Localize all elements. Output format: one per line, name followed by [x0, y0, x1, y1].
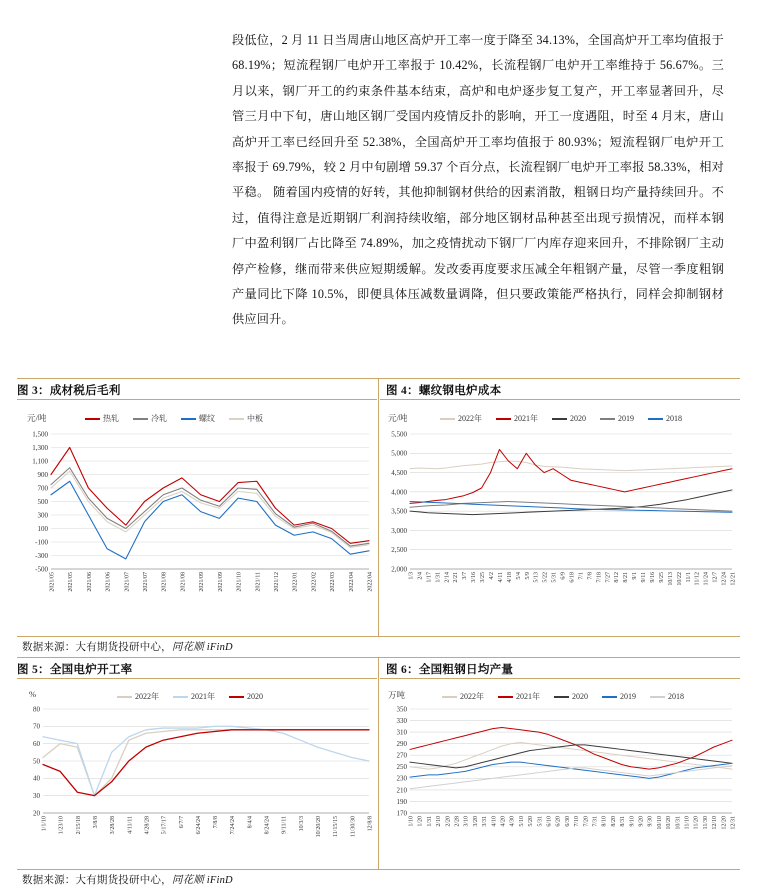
svg-text:2/14: 2/14: [444, 572, 451, 583]
svg-text:4/28/28: 4/28/28: [144, 816, 151, 835]
divider-under-fig3-title: [17, 399, 377, 400]
svg-text:7/18: 7/18: [596, 572, 603, 583]
svg-text:3,000: 3,000: [391, 526, 407, 535]
svg-text:2022/02: 2022/02: [311, 572, 318, 592]
svg-text:11/30/30: 11/30/30: [350, 816, 357, 838]
svg-text:2021/05: 2021/05: [49, 572, 56, 592]
svg-text:8/24/24: 8/24/24: [264, 816, 271, 835]
svg-text:7/8/8: 7/8/8: [213, 816, 220, 829]
svg-text:12/31: 12/31: [730, 816, 737, 830]
figure-4: [386, 382, 740, 400]
svg-text:4/2: 4/2: [489, 572, 495, 580]
svg-text:2021/09: 2021/09: [199, 572, 206, 592]
figure-6: [386, 661, 740, 679]
source-note-1: [22, 639, 233, 654]
svg-text:8/31: 8/31: [620, 816, 627, 827]
legend-label: 2018: [666, 414, 682, 423]
svg-text:5/9: 5/9: [524, 572, 531, 580]
source-italic: 同花顺 iFinD: [171, 875, 233, 886]
svg-text:6/30: 6/30: [564, 816, 571, 827]
legend-swatch-2019: [600, 418, 615, 420]
svg-text:9/11: 9/11: [641, 572, 648, 583]
svg-text:1/31: 1/31: [435, 572, 442, 583]
svg-text:1/17: 1/17: [426, 572, 433, 583]
svg-text:2/4: 2/4: [417, 572, 424, 580]
svg-text:2021/08: 2021/08: [161, 572, 168, 592]
svg-text:20: 20: [33, 809, 40, 818]
svg-text:2/21: 2/21: [453, 572, 460, 583]
svg-text:230: 230: [396, 774, 407, 783]
figure-5-title: 图 5：全国电炉开工率: [17, 664, 133, 676]
legend-label: 2020: [247, 692, 263, 701]
svg-text:10/13: 10/13: [667, 572, 674, 586]
svg-text:1,100: 1,100: [32, 457, 48, 466]
body-paragraph: 段低位，2 月 11 日当周唐山地区高炉开工率一度于降至 34.13%，全国高炉开工率均值报于 68.19%；短流程钢厂电炉开工率报于 10.42%，长流程钢厂电炉开工率维持于 56.67%。三月以来，钢厂开工的约束条件基本结束，高炉和电炉逐步复工复产，开工率显著回升，尽管三月中下旬，唐山地区钢厂受国内疫情反扑的影响，开工一度遇阻，时至 4 月末，唐山高炉开工率已经回升至 52.38%，全国高炉开工率均值报于 80.93%；短流程钢厂电炉开工率报于 69.79%，较 2 月中旬剧增 59.37 个百分点，长流程钢厂电炉开工率报 58.33%，相对平稳。 随着国内疫情的好转，其他抑制钢材供给的因素消散，粗钢日均产量持续回升。不过，值得注意是近期钢厂利润持续收缩，部分地区钢材品种甚至出现亏损情况，而样本钢厂中盈利钢厂占比降至 74.89%，加之疫情扰动下钢厂厂内库存迎来回升，不排除钢厂主动停产检修，继而带来供应短期缓解。发改委再度要求压减全年粗钢产量，尽管一季度粗钢产量同比下降 10.5%，即便具体压减数量调降，但只要政策能严格执行，同样会抑制钢材供应回升。: [232, 33, 724, 327]
svg-text:1/3: 1/3: [408, 572, 415, 580]
svg-text:290: 290: [396, 740, 407, 749]
svg-text:350: 350: [396, 705, 407, 714]
svg-text:3/20: 3/20: [472, 816, 479, 827]
divider-under-fig5-title: [17, 678, 377, 679]
svg-text:-300: -300: [35, 551, 48, 560]
legend-swatch-2022: [440, 418, 455, 420]
svg-text:11/1: 11/1: [685, 572, 692, 583]
svg-text:9/30: 9/30: [647, 816, 654, 827]
column-divider-row1: [378, 378, 379, 636]
legend-label: 2020: [570, 414, 586, 423]
svg-text:310: 310: [396, 728, 407, 737]
svg-text:2021/06: 2021/06: [105, 572, 112, 592]
legend-label: 2019: [620, 692, 636, 701]
legend-swatch-2018: [648, 418, 663, 420]
svg-text:6/24/24: 6/24/24: [195, 816, 202, 835]
svg-text:80: 80: [33, 705, 40, 714]
svg-text:2/20: 2/20: [445, 816, 452, 827]
legend-swatch-medium-plate: [229, 418, 244, 420]
svg-text:5,000: 5,000: [391, 449, 407, 458]
svg-text:5/20: 5/20: [528, 816, 535, 827]
svg-text:11/12: 11/12: [694, 572, 701, 586]
svg-text:1,500: 1,500: [32, 430, 48, 439]
svg-text:7/1: 7/1: [578, 572, 585, 580]
svg-text:10/22: 10/22: [676, 572, 683, 586]
svg-text:270: 270: [396, 751, 407, 760]
svg-text:500: 500: [37, 497, 48, 506]
legend-item: [173, 691, 215, 702]
legend-item: [554, 692, 588, 701]
svg-text:4/11: 4/11: [497, 572, 504, 583]
svg-text:4/11/11: 4/11/11: [127, 816, 134, 834]
svg-text:3/8/8: 3/8/8: [93, 816, 99, 829]
legend-swatch-2022: [117, 696, 132, 698]
svg-text:2022/01: 2022/01: [292, 572, 299, 592]
legend-item: [602, 692, 636, 701]
legend-label: 2022年: [460, 692, 484, 701]
svg-text:9/11/11: 9/11/11: [281, 816, 288, 834]
figure-6-legend: [442, 691, 684, 702]
svg-text:2021/06: 2021/06: [86, 572, 93, 592]
svg-text:5/10: 5/10: [518, 816, 525, 827]
svg-text:9/1: 9/1: [632, 572, 639, 580]
legend-item: [181, 413, 215, 424]
svg-text:11/20: 11/20: [693, 816, 700, 830]
column-divider-row2: [378, 657, 379, 869]
svg-text:12/21: 12/21: [730, 572, 737, 586]
svg-text:190: 190: [396, 797, 407, 806]
divider-under-fig4-title: [380, 399, 740, 400]
legend-label: 2021年: [191, 692, 215, 701]
svg-text:8/12: 8/12: [614, 572, 621, 583]
legend-swatch-rebar: [181, 418, 196, 420]
source-prefix: 数据来源：大有期货投研中心，: [22, 642, 172, 653]
svg-text:5/31: 5/31: [537, 816, 544, 827]
figure-6-svg: [380, 681, 740, 863]
svg-text:-500: -500: [35, 565, 48, 574]
svg-text:700: 700: [37, 484, 48, 493]
legend-label: 2018: [668, 692, 684, 701]
source-italic: 同花顺 iFinD: [171, 642, 233, 653]
svg-text:3/28/28: 3/28/28: [110, 816, 117, 835]
svg-text:11/15/15: 11/15/15: [333, 816, 340, 838]
svg-text:3/16: 3/16: [471, 572, 478, 583]
svg-text:2022/04: 2022/04: [348, 572, 355, 592]
legend-item: [648, 414, 682, 423]
legend-item: [650, 692, 684, 701]
svg-text:4/18: 4/18: [506, 572, 513, 583]
figure-5-chart: [17, 681, 377, 863]
svg-text:4/10: 4/10: [491, 816, 498, 827]
svg-text:2021/09: 2021/09: [217, 572, 224, 592]
svg-text:10/31: 10/31: [675, 816, 682, 830]
svg-text:9/20: 9/20: [638, 816, 645, 827]
legend-item: [496, 413, 538, 424]
svg-text:2021/05: 2021/05: [68, 572, 75, 592]
legend-item: [498, 691, 540, 702]
figure-4-title: 图 4：螺纹钢电炉成本: [386, 385, 502, 397]
svg-text:4,000: 4,000: [391, 488, 407, 497]
legend-swatch-2020: [552, 418, 567, 420]
svg-text:1/23/10: 1/23/10: [58, 816, 65, 835]
legend-label: 2021年: [516, 692, 540, 701]
svg-text:8/10: 8/10: [601, 816, 608, 827]
svg-text:12/20: 12/20: [721, 816, 728, 830]
legend-label: 2022年: [135, 692, 159, 701]
legend-label: 2022年: [458, 414, 482, 423]
legend-item: [117, 691, 159, 702]
divider-above-source2: [17, 869, 740, 870]
legend-swatch-2021: [173, 696, 188, 698]
svg-text:40: 40: [33, 774, 40, 783]
svg-text:1/31: 1/31: [426, 816, 433, 827]
legend-label: 2019: [618, 414, 634, 423]
legend-item: [229, 413, 263, 424]
svg-text:12/8/8: 12/8/8: [367, 816, 374, 832]
divider-under-fig6-title: [380, 678, 740, 679]
svg-text:2021/10: 2021/10: [236, 572, 243, 592]
svg-text:6/18: 6/18: [569, 572, 576, 583]
legend-label: 热轧: [103, 414, 119, 423]
svg-text:6/9: 6/9: [560, 572, 567, 580]
svg-text:7/8: 7/8: [587, 572, 594, 580]
svg-text:2021/07: 2021/07: [124, 572, 131, 592]
legend-label: 中板: [247, 414, 263, 423]
svg-text:10/10: 10/10: [656, 816, 663, 830]
svg-text:30: 30: [33, 792, 40, 801]
legend-item: [600, 414, 634, 423]
source-note-2: [22, 872, 233, 887]
legend-label: 2020: [572, 692, 588, 701]
legend-label: 冷轧: [151, 414, 167, 423]
svg-text:8/4/4: 8/4/4: [247, 816, 254, 829]
svg-text:2021/11: 2021/11: [255, 572, 262, 592]
legend-label: 2021年: [514, 414, 538, 423]
svg-text:3,500: 3,500: [391, 507, 407, 516]
svg-text:170: 170: [396, 809, 407, 818]
legend-swatch-cold-rolled: [133, 418, 148, 420]
figure-6-title: 图 6：全国粗钢日均产量: [386, 664, 514, 676]
svg-text:3/31: 3/31: [482, 816, 489, 827]
figure-6-chart: [380, 681, 740, 863]
svg-text:4/20: 4/20: [500, 816, 507, 827]
svg-text:5/4: 5/4: [515, 572, 522, 580]
svg-text:6/20: 6/20: [555, 816, 562, 827]
svg-text:1/20: 1/20: [417, 816, 424, 827]
legend-swatch-hot-rolled: [85, 418, 100, 420]
figure-6-unit: 万吨: [388, 690, 406, 700]
figure-5-legend: [117, 691, 263, 702]
svg-text:300: 300: [37, 511, 48, 520]
svg-text:2022/04: 2022/04: [367, 572, 374, 592]
svg-text:1/1/10: 1/1/10: [41, 816, 48, 832]
svg-text:7/24/24: 7/24/24: [230, 816, 237, 835]
svg-text:5/31: 5/31: [551, 572, 558, 583]
svg-text:2021/07: 2021/07: [143, 572, 149, 592]
figure-4-chart: [380, 402, 740, 627]
svg-text:330: 330: [396, 716, 407, 725]
svg-text:250: 250: [396, 763, 407, 772]
svg-text:10/3/3: 10/3/3: [298, 816, 305, 832]
svg-text:2021/08: 2021/08: [180, 572, 187, 592]
svg-text:10/20/20: 10/20/20: [316, 816, 322, 838]
svg-text:6/7/7: 6/7/7: [178, 816, 185, 829]
figure-4-unit: 元/吨: [388, 413, 408, 423]
legend-swatch-2021: [498, 696, 513, 698]
svg-text:8/21: 8/21: [623, 572, 630, 583]
svg-text:8/20: 8/20: [610, 816, 617, 827]
svg-text:2/15/18: 2/15/18: [75, 816, 82, 835]
figure-4-svg: [380, 402, 740, 627]
source-prefix: 数据来源：大有期货投研中心，: [22, 875, 172, 886]
svg-text:60: 60: [33, 740, 40, 749]
svg-text:12/24: 12/24: [721, 572, 728, 586]
svg-text:7/27: 7/27: [605, 572, 612, 583]
legend-swatch-2020: [229, 696, 244, 698]
legend-item: [440, 413, 482, 424]
svg-text:210: 210: [396, 786, 407, 795]
legend-item: [552, 414, 586, 423]
svg-text:2,000: 2,000: [391, 565, 407, 574]
figure-5: [17, 661, 377, 679]
legend-swatch-2019: [602, 696, 617, 698]
legend-label: 螺纹: [199, 414, 215, 423]
svg-text:5/22: 5/22: [542, 572, 549, 583]
legend-swatch-2018: [650, 696, 665, 698]
svg-text:12/7: 12/7: [712, 572, 719, 583]
svg-text:2021/12: 2021/12: [274, 572, 280, 592]
svg-text:9/16: 9/16: [650, 572, 656, 583]
svg-text:9/25: 9/25: [658, 572, 665, 583]
svg-text:2/28: 2/28: [454, 816, 461, 827]
svg-text:11/24: 11/24: [703, 572, 710, 586]
legend-item: [85, 413, 119, 424]
legend-item: [229, 692, 263, 701]
figure-3-legend: [85, 413, 263, 424]
svg-text:1/10: 1/10: [408, 816, 415, 827]
svg-text:4,500: 4,500: [391, 468, 407, 477]
figure-3-svg: [17, 402, 377, 627]
svg-text:6/10: 6/10: [546, 816, 553, 827]
svg-text:100: 100: [37, 524, 48, 533]
svg-text:9/10: 9/10: [629, 816, 636, 827]
svg-text:10/20: 10/20: [666, 816, 673, 830]
svg-text:4/30: 4/30: [509, 816, 516, 827]
svg-text:3/25: 3/25: [480, 572, 487, 583]
svg-text:70: 70: [33, 722, 40, 731]
svg-text:7/20: 7/20: [583, 816, 590, 827]
svg-text:12/10: 12/10: [712, 816, 719, 830]
svg-text:50: 50: [33, 757, 40, 766]
figure-3-title: 图 3：成材税后毛利: [17, 385, 121, 397]
legend-item: [442, 691, 484, 702]
legend-swatch-2020: [554, 696, 569, 698]
svg-text:2,500: 2,500: [391, 546, 407, 555]
legend-swatch-2022: [442, 696, 457, 698]
legend-item: [133, 413, 167, 424]
figure-3-unit: 元/吨: [27, 413, 47, 423]
svg-text:5,500: 5,500: [391, 430, 407, 439]
svg-text:7/10: 7/10: [574, 816, 581, 827]
legend-swatch-2021: [496, 418, 511, 420]
figure-5-unit: %: [29, 689, 37, 699]
svg-text:2/10: 2/10: [436, 816, 443, 827]
svg-text:-100: -100: [35, 538, 48, 547]
svg-text:3/10: 3/10: [463, 816, 470, 827]
figure-5-svg: [17, 681, 377, 863]
svg-text:5/17/17: 5/17/17: [161, 816, 168, 835]
svg-text:1,300: 1,300: [32, 443, 48, 452]
svg-text:11/10: 11/10: [684, 816, 691, 830]
svg-text:7/31: 7/31: [592, 816, 599, 827]
svg-text:2022/03: 2022/03: [330, 572, 337, 592]
divider-above-source1: [17, 636, 740, 637]
svg-text:3/7: 3/7: [462, 572, 469, 580]
svg-text:5/13: 5/13: [533, 572, 540, 583]
svg-text:11/30: 11/30: [702, 816, 709, 830]
figure-3: [17, 382, 377, 400]
svg-text:900: 900: [37, 470, 48, 479]
figure-4-legend: [440, 413, 682, 424]
figure-3-chart: [17, 402, 377, 627]
